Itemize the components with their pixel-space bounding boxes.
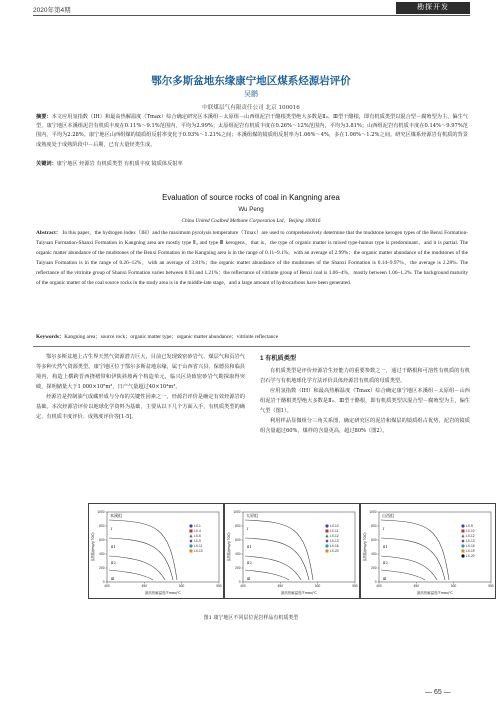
- zone-label: Ⅰ: [383, 527, 385, 531]
- figure-caption: 图1 康宁地区不同层位泥岩样品有机质类型: [203, 615, 299, 621]
- y-tick-label: 400: [235, 552, 241, 557]
- legend-label: LX-16: [466, 544, 475, 549]
- keywords-zh-label: 关键词：: [36, 161, 57, 167]
- y-tick-label: 800: [99, 524, 105, 529]
- y-tick-label: 200: [99, 566, 105, 571]
- x-tick-label: 400: [104, 584, 110, 588]
- x-tick-label: 550: [352, 584, 358, 588]
- author-zh: 吴鹏: [244, 90, 258, 98]
- article-title-zh: 鄂尔多斯盆地东缘康宁地区煤系烃源岩评价: [151, 75, 351, 87]
- legend-marker: [189, 544, 192, 547]
- y-tick-label: 400: [371, 552, 377, 557]
- x-axis-label: 最高热解温度/Tmax/℃: [281, 591, 317, 595]
- x-tick-label: 400: [240, 584, 246, 588]
- article-title-en: Evaluation of source rocks of coal in Kangning area: [162, 193, 340, 202]
- section-rule: [33, 346, 470, 347]
- issue-label: 2020年第4期: [33, 7, 71, 14]
- zone-label: Ⅱ1: [111, 545, 116, 549]
- legend-marker: [325, 524, 328, 527]
- zone-label: Ⅱ2: [383, 561, 388, 565]
- keywords-en-text: Kangning area；source rock；organic matter type；organic matter abundance；vitrinite reflectance: [64, 334, 279, 340]
- legend-label: LX-20: [330, 549, 339, 554]
- panel-title: 太原组: [246, 513, 258, 518]
- zone-label: Ⅲ: [247, 577, 251, 581]
- y-tick-label: 400: [99, 552, 105, 557]
- plot-benxi: [89, 504, 223, 598]
- y-tick-label: 600: [371, 538, 377, 543]
- keywords-zh: [36, 160, 468, 167]
- abstract-en-label: Abstract：: [36, 230, 62, 236]
- x-tick-label: 450: [413, 584, 419, 588]
- affiliation-en: China United Coalbed Methane Corporation Ltd，Beijing 100016: [181, 218, 321, 224]
- plot-shanxi: [361, 504, 495, 598]
- legend-marker: [190, 530, 193, 533]
- legend-label: LX-16: [330, 544, 339, 549]
- zone-label: Ⅰ: [111, 527, 113, 531]
- y-tick-label: 1000: [369, 510, 377, 515]
- legend-marker: [461, 524, 464, 527]
- zone-label: Ⅱ2: [111, 561, 116, 565]
- page-number: — 65 —: [425, 689, 451, 696]
- legend-label: LX-11: [194, 544, 203, 549]
- legend-label: LX-13: [330, 539, 339, 544]
- zone-label: Ⅲ: [383, 577, 387, 581]
- legend-label: LX-19: [466, 549, 475, 554]
- legend-label: LX-13: [466, 539, 475, 544]
- body-paragraph: 鄂尔多斯盆地上古生界天然气资源潜力巨大，目前已发现致密砂岩气、煤层气和页岩气等多种天然气资源类型。康宁地区位于鄂尔多斯盆地东缘，属于山西省兴县、保德县和临县境内，构造上横跨晋西挠褶带和伊陕斜坡两个构造单元，临兴区块致密砂岩气勘探取得突破，探明储量大于1 000×10⁸m³，日产气量超过40×10⁴m³。: [36, 354, 245, 390]
- legend-label: LX-10: [466, 529, 475, 534]
- author-en: Wu Peng: [238, 206, 264, 213]
- keywords-en: [36, 332, 468, 340]
- y-tick-label: 800: [235, 524, 241, 529]
- x-tick-label: 500: [451, 584, 457, 588]
- legend-label: LX-4: [194, 529, 201, 534]
- keywords-zh-text: 康宁地区 烃源岩 有机质类型 有机质丰度 镜质体反射率: [56, 161, 183, 167]
- x-axis-label: 最高热解温度/Tmax/℃: [145, 591, 181, 595]
- legend-marker: [462, 550, 465, 553]
- section-badge: 勘探开发: [396, 2, 470, 14]
- figure-panel-benxi: [88, 503, 224, 599]
- legend-marker: [189, 524, 192, 527]
- legend-marker: [461, 544, 464, 547]
- affiliation-zh: 中联煤层气有限责任公司 北京 100016: [202, 105, 300, 111]
- y-tick-label: 1000: [97, 510, 105, 515]
- y-tick-label: 0: [238, 580, 241, 585]
- x-tick-label: 450: [277, 584, 283, 588]
- abstract-zh: [36, 113, 468, 150]
- legend-label: LX-10: [330, 524, 339, 529]
- x-tick-label: 400: [376, 584, 382, 588]
- x-tick-label: 550: [488, 584, 494, 588]
- y-axis-label: 氢指数/(mg/g TOC): [227, 532, 231, 562]
- abstract-zh-text: 本文应用氢指数（IH）和最高热解温度（Tmax）综合确定研究区本溪组－太原组－山西组泥岩干酪根类型绝大多数是Ⅱ₂、Ⅲ型干酪根，即有机质类型以混合型－腐殖型为主，偏生气型。康宁地区本溪组泥岩有机质丰度在0.11%～9.1%范围内，平均为2.99%；太原组泥岩有机质丰度在0.26%～12%范围内，平均为3.81%；山西组泥岩有机质丰度在0.14%～9.97%范围内，平均为2.28%。康宁地区山西组煤的镜质组反射率变化于0.93%～1.21%之间；本溪组煤的镜质组反射率为1.06%～4%，多在1.06%～1.2%之间。研究区煤系烃源岩有机质的背景成熟度处于成熟阶段中－后期，已有大量烃类生成。: [36, 114, 468, 148]
- legend-label: LX-6: [194, 534, 201, 539]
- abstract-en: [36, 229, 468, 288]
- y-tick-label: 1000: [233, 510, 241, 515]
- y-axis-label: 氢指数/(mg/g TOC): [363, 532, 367, 562]
- x-axis-label: 最高热解温度/Tmax/℃: [417, 591, 453, 595]
- body-left-column: [36, 352, 245, 422]
- x-tick-label: 500: [315, 584, 321, 588]
- legend-marker: [326, 530, 329, 533]
- panel-title: 本溪组: [110, 513, 122, 518]
- section-heading: 1 有机质类型: [260, 355, 297, 362]
- header-rule: [33, 15, 470, 16]
- y-tick-label: 600: [235, 538, 241, 543]
- abstract-en-text: In this paper，the hydrogen index（IH）and the maximum pyrolysis temperature（Tmax）are used to comprehensively determine that the mudstone kerogen types of the Benxi Formation-Taiyuan Formation-Shanxi Formation in Kangning area are mostly type Ⅱ₂ and type Ⅲ kerogens，that is，the type of organic matter is mixed type-humus type is predominant，and it is partial. The organic matter abundance of the mudstones of the Benxi Formation in the Kangning area is in the range of 0.11~9.1%，with an average of 2.99%；the organic matter abundance of the mudstones of the Taiyuan Formation is in the range of 0.26~12%，with an average of 3.81%；the organic matter abundance of the mudstones of the Shanxi Formation is 0.14~9.97%，the average is 2.28%. The reflectance of the vitrinite group of Shanxi Formation varies between 0.93 and 1.21%；the reflectance of vitrinite group of Benxi coal is 1.06~4%，mostly between 1.06~1.2%. The background maturity of the organic matter of the coal source rocks in the study area is in the middle-late stage，and a large amount of hydrocarbons have been generated.: [36, 230, 468, 286]
- zone-label: Ⅱ1: [247, 545, 252, 549]
- y-tick-label: 200: [371, 566, 377, 571]
- y-tick-label: 200: [235, 566, 241, 571]
- plot-taiyuan: [225, 504, 359, 598]
- legend-label: LX-9: [466, 524, 473, 529]
- legend-label: LX-1: [194, 524, 201, 529]
- x-tick-label: 500: [179, 584, 185, 588]
- y-tick-label: 0: [374, 580, 377, 585]
- legend-marker: [325, 544, 328, 547]
- x-tick-label: 550: [216, 584, 222, 588]
- body-right-column: [260, 366, 470, 436]
- figure-panel-shanxi: [360, 503, 496, 599]
- x-tick-label: 450: [141, 584, 147, 588]
- zone-label: Ⅰ: [247, 527, 249, 531]
- figure-panel-taiyuan: [224, 503, 360, 599]
- zone-label: Ⅱ1: [383, 545, 388, 549]
- legend-label: LX-12: [466, 534, 475, 539]
- keywords-en-label: Keywords：: [36, 334, 65, 340]
- body-paragraph: 烃源岩是控制油气成藏形成与分布的关键性因素之一，烃源岩评价是确定有效烃源岩的基础。本次烃源岩评价以地球化学资料为基础，主要从以下几个方面入手，有机质类型的确定、有机质丰度评价、成熟度评价等[1-5]。: [36, 394, 245, 420]
- y-tick-label: 600: [99, 538, 105, 543]
- body-paragraph: 有机质类型是评价烃源岩生烃能力的重要参数之一，通过干酪根和可溶性有机质的有机岩石学与有机地球化学方法评价具体烃源岩有机质的母质类型。: [260, 368, 470, 384]
- panel-title: 山西组: [382, 513, 394, 518]
- legend-label: LX-13: [194, 549, 203, 554]
- zone-label: Ⅲ: [111, 577, 115, 581]
- body-paragraph: 利用样品显微组分三角关系图，确定研究区的泥岩和煤层的镜质组占优势，泥岩的镜质组含量超过60%，煤样的含量更高，超过80%（图2）。: [260, 418, 470, 434]
- legend-label: LX-11: [330, 529, 339, 534]
- legend-label: LX-9: [194, 539, 201, 544]
- legend-label: LX-20: [466, 554, 475, 559]
- y-axis-label: 氢指数/(mg/g TOC): [91, 532, 95, 562]
- legend-marker: [190, 550, 193, 553]
- legend-marker: [462, 530, 465, 533]
- y-tick-label: 0: [102, 580, 105, 585]
- y-tick-label: 800: [371, 524, 377, 529]
- legend-marker: [461, 554, 464, 557]
- legend-label: LX-12: [330, 534, 339, 539]
- legend-marker: [326, 550, 329, 553]
- zone-label: Ⅱ2: [247, 561, 252, 565]
- abstract-zh-label: 摘要：: [36, 114, 52, 120]
- body-paragraph: 应用氢指数（IH）和最高热解温度（Tmax）综合确定康宁地区本溪组－太原组－山西组泥岩干酪根类型绝大多数是Ⅱ₂、Ⅲ型干酪根，即有机质类型以混合型－腐殖型为主，偏生气型（图1）。: [260, 388, 470, 414]
